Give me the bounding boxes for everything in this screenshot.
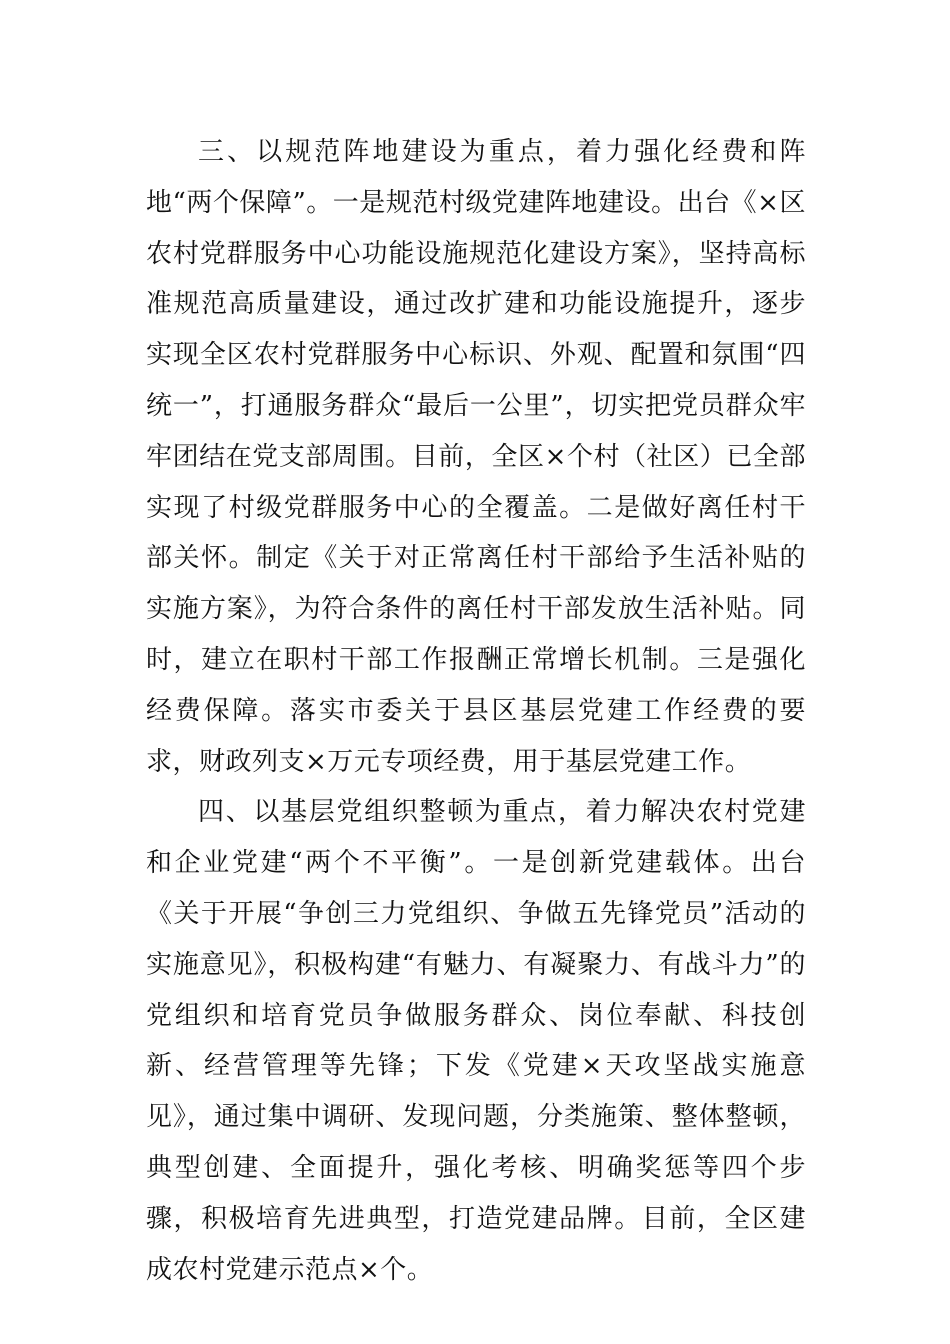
paragraph-four: 四、以基层党组织整顿为重点，着力解决农村党建和企业党建“两个不平衡”。一是创新党建载体。出台《关于开展“争创三力党组织、争做五先锋党员”活动的实施意见》，积极构建“有魅力、有凝聚力、有战斗力”的党组织和培育党员争做服务群众、岗位奉献、科技创新、经营管理等先锋；下发《党建×天攻坚战实施意见》，通过集中调研、发现问题，分类施策、整体整顿，典型创建、全面提升，强化考核、明确奖惩等四个步骤，积极培育先进典型，打造党建品牌。目前，全区建成农村党建示范点×个。 — [146, 797, 806, 1285]
paragraph-three: 三、以规范阵地建设为重点，着力强化经费和阵地“两个保障”。一是规范村级党建阵地建设。出台《×区农村党群服务中心功能设施规范化建设方案》，坚持高标准规范高质量建设，通过改扩建和功能设施提升，逐步实现全区农村党群服务中心标识、外观、配置和氛围“四统一”，打通服务群众“最后一公里”，切实把党员群众牢牢团结在党支部周围。目前，全区×个村（社区）已全部实现了村级党群服务中心的全覆盖。二是做好离任村干部关怀。制定《关于对正常离任村干部给予生活补贴的实施方案》，为符合条件的离任村干部发放生活补贴。同时，建立在职村干部工作报酬正常增长机制。三是强化经费保障。落实市委关于县区基层党建工作经费的要求，财政列支×万元专项经费，用于基层党建工作。 — [146, 137, 806, 777]
document-body — [146, 127, 806, 1295]
